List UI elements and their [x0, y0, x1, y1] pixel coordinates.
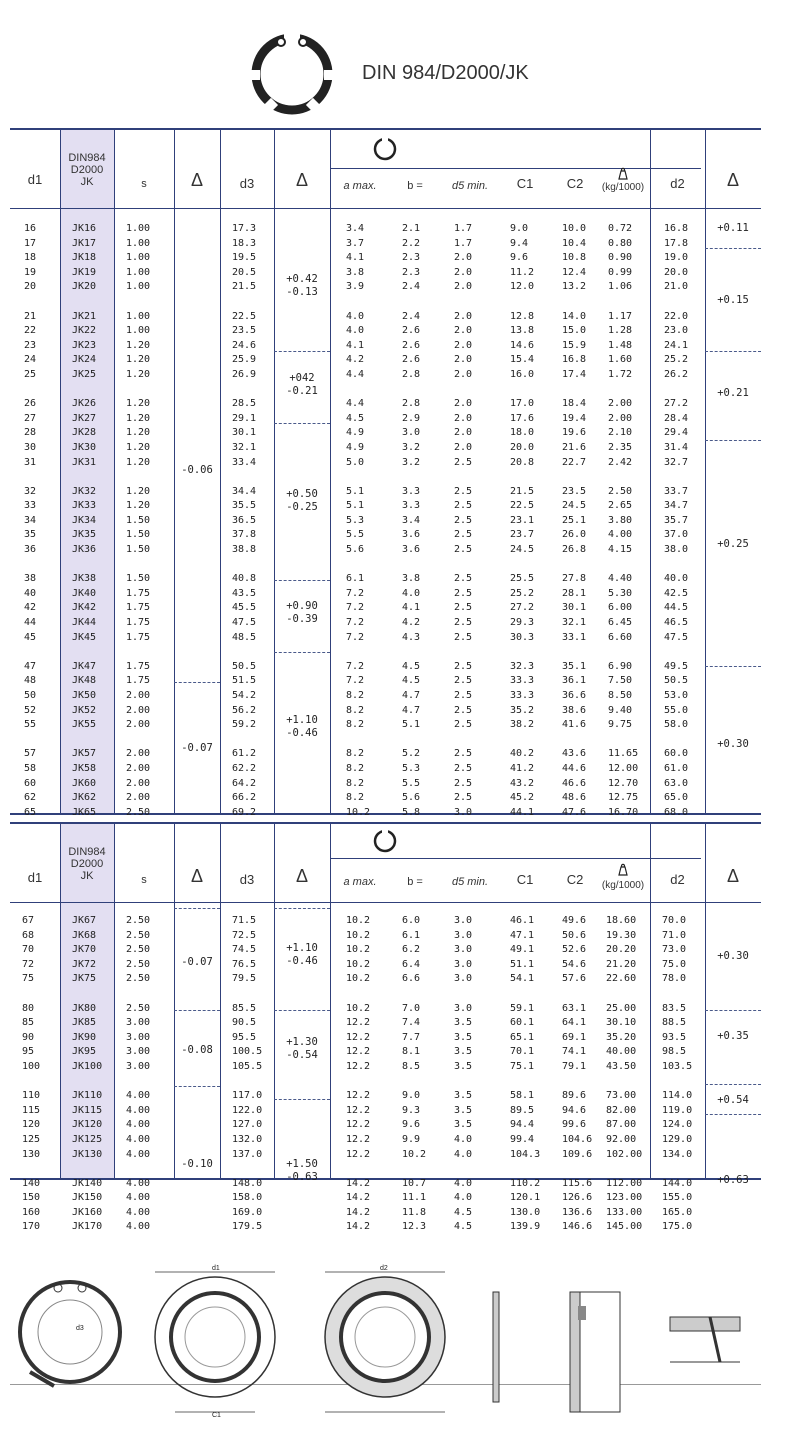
header-d1: d1 — [27, 870, 43, 885]
header-delta-s: Δ — [190, 170, 204, 190]
technical-drawings — [10, 1262, 780, 1442]
header-d5: d5 min. — [451, 876, 489, 888]
col-a: 10.2 10.2 10.2 10.2 10.2 10.2 12.2 12.2 12.2 12.2 12.2 12.2 12.2 12.2 12.2 14.2 14.2 14.2 14.2 — [346, 915, 371, 1233]
spec-table-2 — [10, 822, 761, 1233]
tol-d2-3: +0.21 — [717, 387, 749, 399]
tol-d2-5: +0.30 — [717, 738, 749, 750]
tol-d2-2: +0.35 — [717, 1030, 749, 1042]
weight-icon — [616, 166, 630, 180]
header-s: s — [141, 874, 147, 886]
col-a: 3.4 3.7 4.1 3.8 3.9 4.0 4.0 4.1 4.2 4.4 4.4 4.5 4.9 4.9 5.0 5.1 5.1 5.3 5.5 5.6 6.1 7.2 7.2 7.2 7.2 7.2 7.2 8.2 8.2 8.2 8.2 8.2 8.2 8.2 10.2 — [346, 223, 371, 818]
col-b: 6.0 6.1 6.2 6.4 6.6 7.0 7.4 7.7 8.1 8.5 9.0 9.3 9.6 9.9 10.2 10.7 11.1 11.8 12.3 — [402, 915, 427, 1233]
tol-d3-1: +1.10 -0.46 — [286, 942, 318, 967]
weight-icon — [616, 862, 630, 876]
header-jk: DIN984 D2000 JK — [68, 152, 106, 188]
col-s: 1.00 1.00 1.00 1.00 1.00 1.00 1.00 1.20 1.20 1.20 1.20 1.20 1.20 1.20 1.20 1.20 1.20 1.50 1.50 1.50 1.50 1.75 1.75 1.75 1.75 1.75 1.75 2.00 2.00 2.00 2.00 2.00 2.00 2.00 2.50 — [126, 223, 151, 818]
header-delta-d3: Δ — [295, 866, 309, 886]
page-title: DIN 984/D2000/JK — [362, 62, 529, 84]
header-b: b = — [407, 180, 423, 192]
tol-d2-1: +0.30 — [717, 950, 749, 962]
tol-d2-4: +0.63 — [717, 1174, 749, 1186]
col-c1: 9.0 9.4 9.6 11.2 12.0 12.8 13.8 14.6 15.4 16.0 17.0 17.6 18.0 20.0 20.8 21.5 22.5 23.1 23.7 24.5 25.5 25.2 27.2 29.3 30.3 32.3 33.3 33.3 35.2 38.2 40.2 41.2 43.2 45.2 44.1 — [510, 223, 535, 818]
header-b: b = — [407, 876, 423, 888]
header-d2: d2 — [670, 176, 685, 191]
header-kg: (kg/1000) — [601, 182, 645, 193]
header-a: a max. — [343, 876, 377, 888]
col-d3: 17.3 18.3 19.5 20.5 21.5 22.5 23.5 24.6 25.9 26.9 28.5 29.1 30.1 32.1 33.4 34.4 35.5 36.5 37.8 38.8 40.8 43.5 45.5 47.5 48.5 50.5 51.5 54.2 56.2 59.2 61.2 62.2 64.2 66.2 69.2 — [232, 223, 257, 818]
tol-d2-2: +0.15 — [717, 294, 749, 306]
label-d2: d2 — [380, 1265, 388, 1272]
col-jk: JK16 JK17 JK18 JK19 JK20 JK21 JK22 JK23 JK24 JK25 JK26 JK27 JK28 JK30 JK31 JK32 JK33 JK34 JK35 JK36 JK38 JK40 JK42 JK44 JK45 JK47 JK48 JK50 JK52 JK55 JK57 JK58 JK60 JK62 JK65 — [72, 223, 97, 818]
tol-d2-3: +0.54 — [717, 1094, 749, 1106]
header-delta-s: Δ — [190, 866, 204, 886]
drawing-ring-housing-icon — [325, 1272, 445, 1412]
drawing-ring-side-icon — [493, 1292, 499, 1402]
col-s: 2.50 2.50 2.50 2.50 2.50 2.50 3.00 3.00 3.00 3.00 4.00 4.00 4.00 4.00 4.00 4.00 4.00 4.00 4.00 — [126, 915, 151, 1233]
header-a: a max. — [343, 180, 377, 192]
tol-d2-4: +0.25 — [717, 538, 749, 550]
col-d1: 16 17 18 19 20 21 22 23 24 25 26 27 28 30 31 32 33 34 35 36 38 40 42 44 45 47 48 50 52 55 57 58 60 62 65 — [24, 223, 37, 818]
header-d1: d1 — [27, 172, 43, 187]
header-kg: (kg/1000) — [601, 880, 645, 891]
circlip-logo-icon — [248, 30, 336, 118]
tol-d3-2: +1.30 -0.54 — [286, 1036, 318, 1061]
col-d5: 3.0 3.0 3.0 3.0 3.0 3.0 3.5 3.5 3.5 3.5 3.5 3.5 3.5 4.0 4.0 4.0 4.0 4.5 4.5 — [454, 915, 473, 1233]
circlip-ring-icon — [372, 828, 398, 854]
col-d2: 16.8 17.8 19.0 20.0 21.0 22.0 23.0 24.1 25.2 26.2 27.2 28.4 29.4 31.4 32.7 33.7 34.7 35.7 37.0 38.0 40.0 42.5 44.5 46.5 47.5 49.5 50.5 53.0 55.0 58.0 60.0 61.0 63.0 65.0 68.0 — [664, 223, 689, 818]
label-d1: d1 — [212, 1265, 220, 1272]
header-d5: d5 min. — [451, 180, 489, 192]
header-c2: C2 — [566, 872, 584, 887]
col-d2: 70.0 71.0 73.0 75.0 78.0 83.5 88.5 93.5 98.5 103.5 114.0 119.0 124.0 129.0 134.0 144.0 155.0 165.0 175.0 — [662, 915, 693, 1233]
header-delta-d2: Δ — [726, 170, 740, 190]
tol-d3-2: +042 -0.21 — [286, 372, 318, 397]
spec-table-1 — [10, 128, 761, 818]
tol-s-2: -0.07 — [181, 742, 213, 754]
header-c1: C1 — [516, 176, 534, 191]
header-s: s — [141, 178, 147, 190]
tol-d3-3: +1.50 -0.63 — [286, 1158, 318, 1183]
col-b: 2.1 2.2 2.3 2.3 2.4 2.4 2.6 2.6 2.6 2.8 2.8 2.9 3.0 3.2 3.2 3.3 3.3 3.4 3.6 3.6 3.8 4.0 4.1 4.2 4.3 4.5 4.5 4.7 4.7 5.1 5.2 5.3 5.5 5.6 5.8 — [402, 223, 421, 818]
col-jk: JK67 JK68 JK70 JK72 JK75 JK80 JK85 JK90 JK95 JK100 JK110 JK115 JK120 JK125 JK130 JK140 JK150 JK160 JK170 — [72, 915, 103, 1233]
col-c1: 46.1 47.1 49.1 51.1 54.1 59.1 60.1 65.1 70.1 75.1 58.1 89.5 94.4 99.4 104.3 110.2 120.1 130.0 139.9 — [510, 915, 541, 1233]
drawing-section-icon — [570, 1292, 620, 1412]
tol-d3-3: +0.50 -0.25 — [286, 488, 318, 513]
header-d3: d3 — [239, 872, 255, 887]
header-jk: DIN984 D2000 JK — [68, 846, 106, 882]
tol-s-2: -0.08 — [181, 1044, 213, 1056]
header-c2: C2 — [566, 176, 584, 191]
tol-s-3: -0.10 — [181, 1158, 213, 1170]
tol-d3-1: +0.42 -0.13 — [286, 273, 318, 298]
drawing-groove-icon — [670, 1317, 740, 1362]
tol-d3-4: +0.90 -0.39 — [286, 600, 318, 625]
header-d2: d2 — [670, 872, 685, 887]
label-c1: C1 — [212, 1412, 221, 1419]
col-kg: 18.60 19.30 20.20 21.20 22.60 25.00 30.10 35.20 40.00 43.50 73.00 82.00 87.00 92.00 102.00 112.00 123.00 133.00 145.00 — [606, 915, 643, 1233]
tol-s-1: -0.07 — [181, 956, 213, 968]
tol-s-1: -0.06 — [181, 464, 213, 476]
col-kg: 0.72 0.80 0.90 0.99 1.06 1.17 1.28 1.48 1.60 1.72 2.00 2.00 2.10 2.35 2.42 2.50 2.65 3.80 4.00 4.15 4.40 5.30 6.00 6.45 6.60 6.90 7.50 8.50 9.40 9.75 11.65 12.00 12.70 12.75 16.70 — [608, 223, 639, 818]
col-d1: 67 68 70 72 75 80 85 90 95 100 110 115 120 125 130 140 150 160 170 — [22, 915, 41, 1233]
drawing-ring-front-icon — [20, 1282, 120, 1386]
header-c1: C1 — [516, 872, 534, 887]
col-d5: 1.7 1.7 2.0 2.0 2.0 2.0 2.0 2.0 2.0 2.0 2.0 2.0 2.0 2.0 2.5 2.5 2.5 2.5 2.5 2.5 2.5 2.5 2.5 2.5 2.5 2.5 2.5 2.5 2.5 2.5 2.5 2.5 2.5 2.5 3.0 — [454, 223, 473, 818]
header-d3: d3 — [239, 176, 255, 191]
drawing-ring-installed-icon — [155, 1272, 275, 1412]
tol-d3-5: +1.10 -0.46 — [286, 714, 318, 739]
label-d3: d3 — [76, 1325, 84, 1332]
tol-d2-1: +0.11 — [717, 222, 749, 234]
circlip-ring-icon — [372, 136, 398, 162]
col-d3: 71.5 72.5 74.5 76.5 79.5 85.5 90.5 95.5 100.5 105.5 117.0 122.0 127.0 132.0 137.0 148.0 158.0 169.0 179.5 — [232, 915, 263, 1233]
header-delta-d3: Δ — [295, 170, 309, 190]
col-c2: 10.0 10.4 10.8 12.4 13.2 14.0 15.0 15.9 16.8 17.4 18.4 19.4 19.6 21.6 22.7 23.5 24.5 25.1 26.0 26.8 27.8 28.1 30.1 32.1 33.1 35.1 36.1 36.6 38.6 41.6 43.6 44.6 46.6 48.6 47.6 — [562, 223, 587, 818]
col-c2: 49.6 50.6 52.6 54.6 57.6 63.1 64.1 69.1 74.1 79.1 89.6 94.6 99.6 104.6 109.6 115.6 126.6 136.6 146.6 — [562, 915, 593, 1233]
header-delta-d2: Δ — [726, 866, 740, 886]
